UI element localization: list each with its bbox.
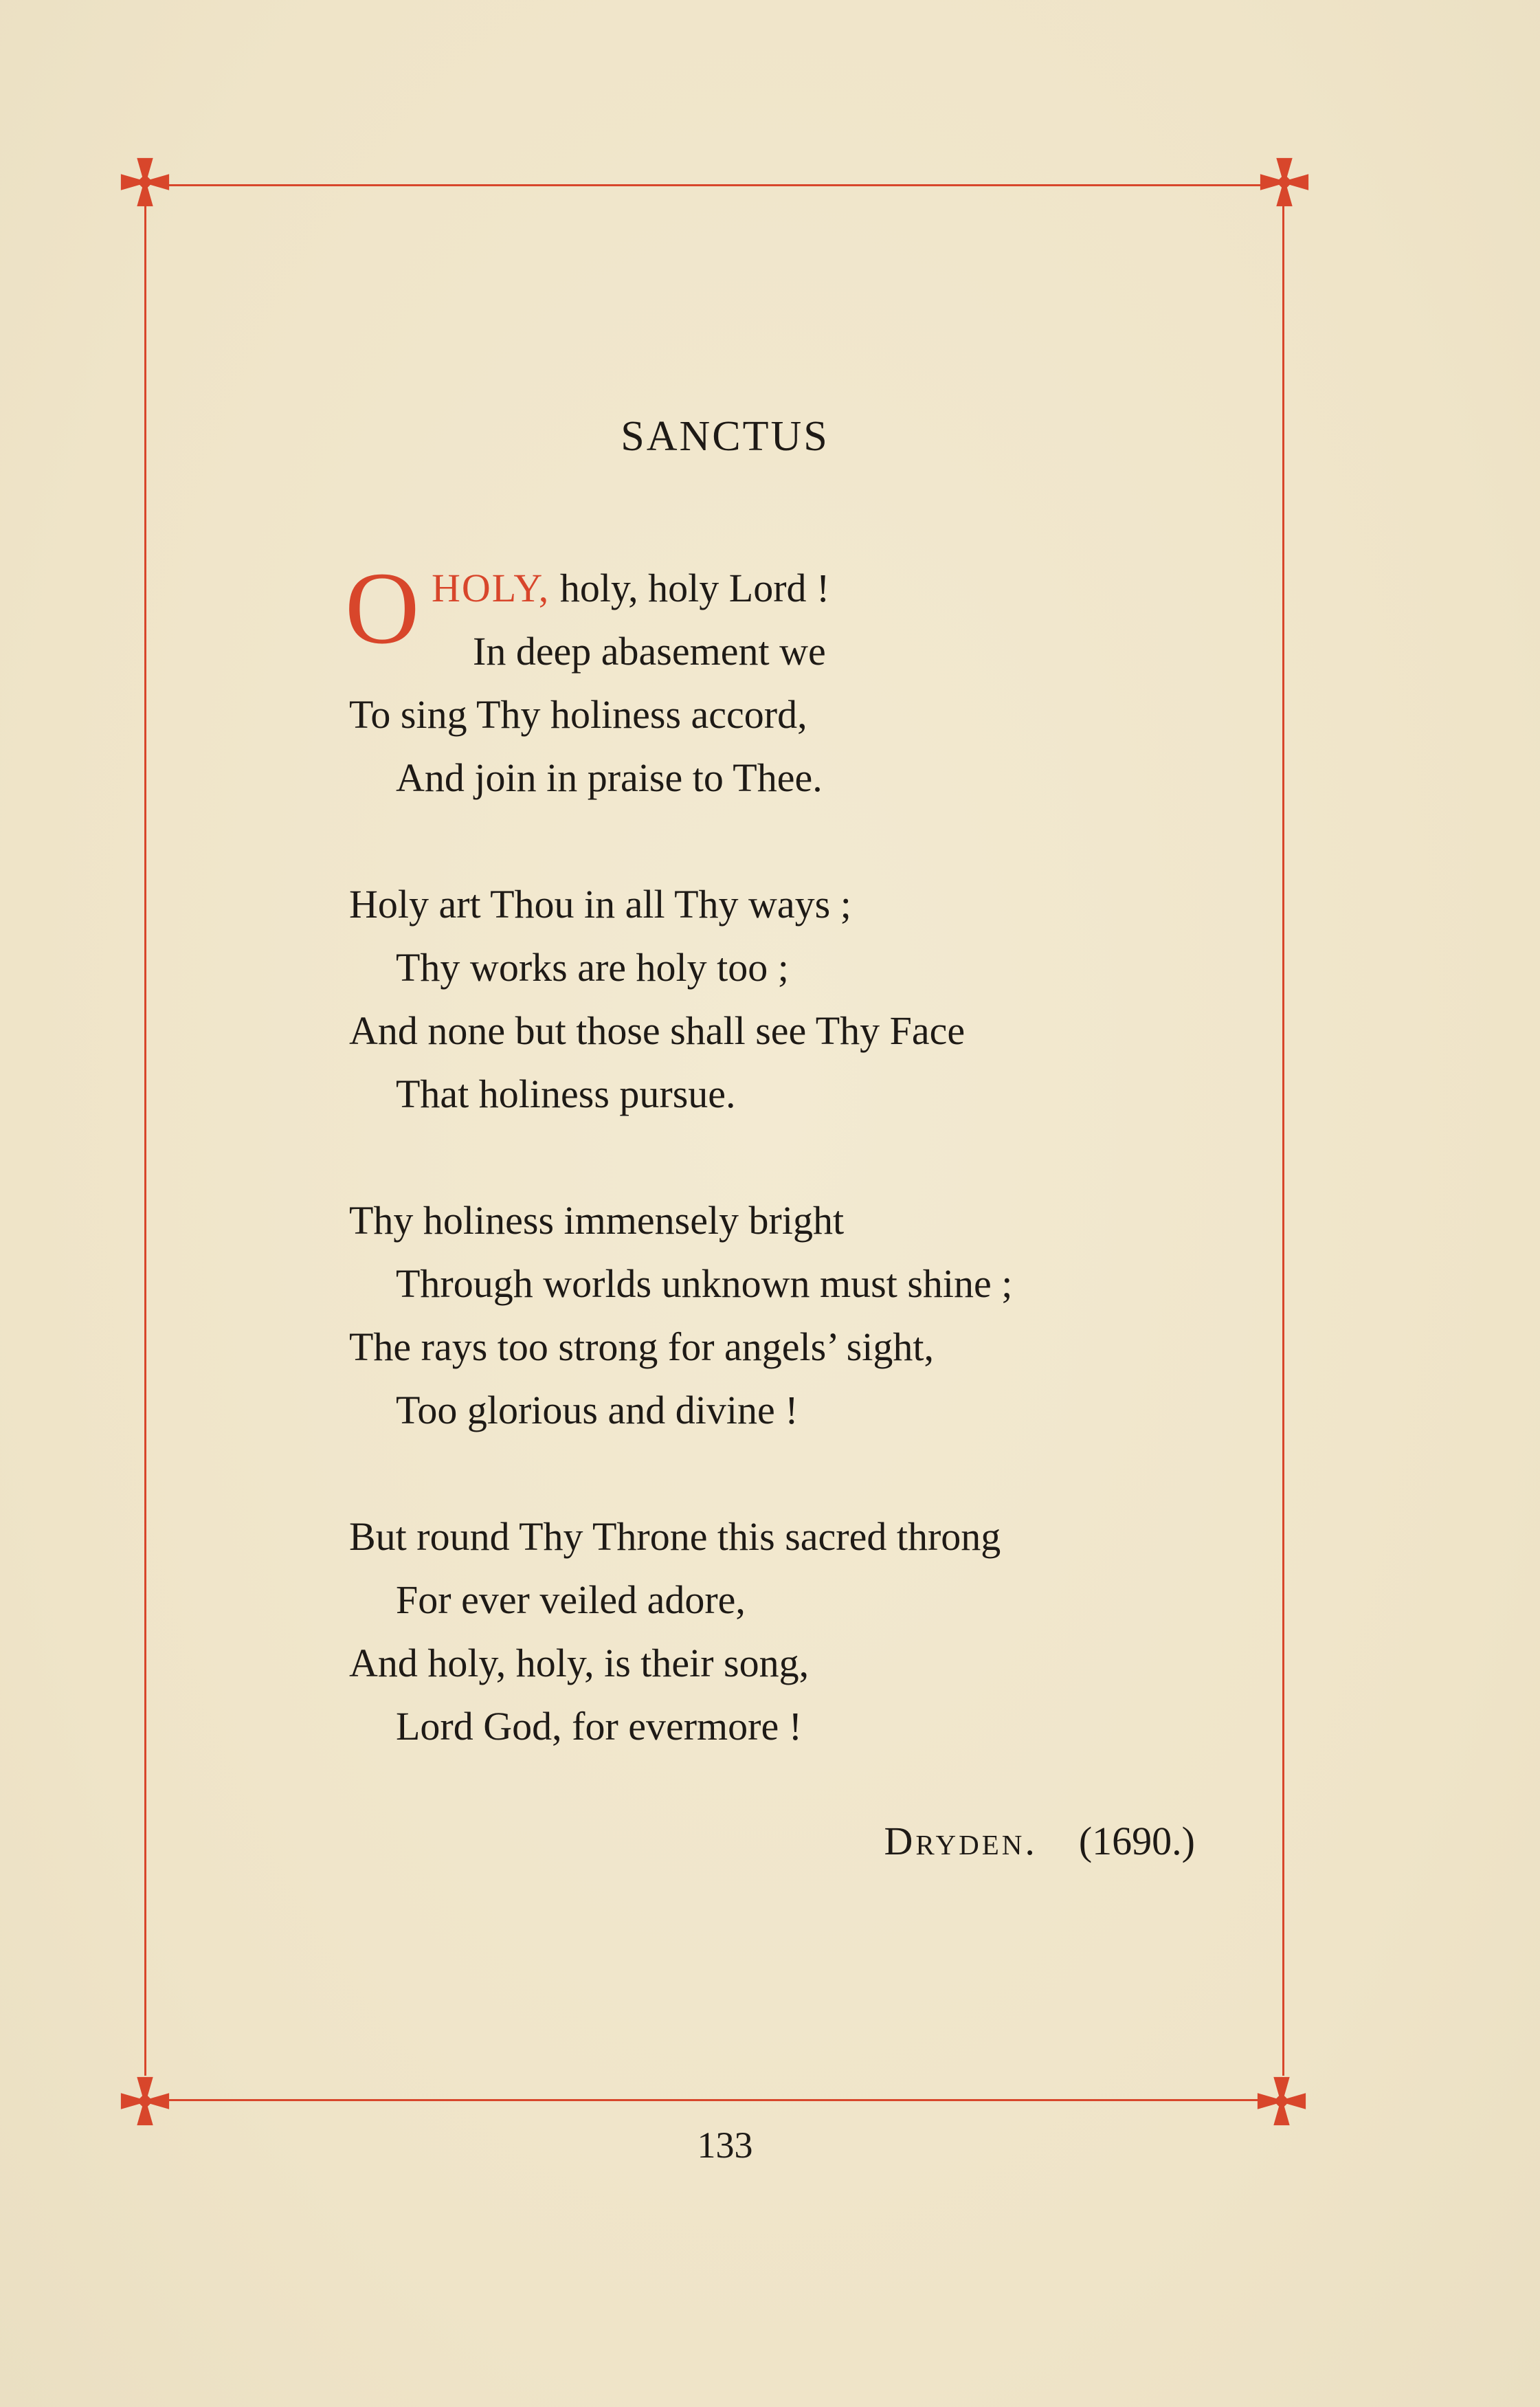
- attribution: [884, 1818, 1195, 1864]
- cross-pattee-icon: [118, 2074, 172, 2128]
- poem-line: The rays too strong for angels’ sight,: [349, 1324, 935, 1369]
- stanza: [349, 873, 1242, 1126]
- poem-line: To sing Thy holiness accord,: [349, 692, 807, 737]
- cross-pattee-icon: [118, 155, 172, 209]
- poem-line: Through worlds unknown must shine ;: [396, 1261, 1013, 1306]
- first-word-caps: HOLY,: [432, 566, 550, 610]
- bottom-border-rule: [158, 2099, 1271, 2101]
- stanza: [349, 1505, 1242, 1758]
- poem-line: But round Thy Throne this sacred throng: [349, 1514, 1001, 1559]
- cross-pattee-icon: [1258, 155, 1311, 209]
- drop-cap: O: [345, 551, 420, 665]
- poem-line: Thy holiness immensely bright: [349, 1198, 845, 1243]
- poem-line: And holy, holy, is their song,: [349, 1641, 810, 1685]
- poem-body: [345, 551, 1242, 1821]
- page-number: 133: [697, 2125, 753, 2166]
- left-border-rule: [144, 206, 146, 2076]
- poem-line: That holiness pursue.: [396, 1072, 736, 1116]
- stanza: [345, 551, 1242, 810]
- poem-line: Too glorious and divine !: [396, 1388, 799, 1432]
- first-line-rest: holy, holy Lord !: [550, 566, 830, 610]
- poem-line: Thy works are holy too ;: [396, 945, 789, 990]
- poem-line: Holy art Thou in all Thy ways ;: [349, 882, 851, 927]
- poem-line: Lord God, for evermore !: [396, 1704, 803, 1749]
- top-border-rule: [158, 184, 1271, 186]
- attribution-year: (1690.): [1078, 1819, 1195, 1863]
- poem-line: In deep abasement we: [473, 629, 826, 674]
- poem-line: And none but those shall see Thy Face: [349, 1008, 966, 1053]
- poem-title: SANCTUS: [621, 413, 829, 460]
- right-border-rule: [1282, 206, 1284, 2076]
- poem-line: And join in praise to Thee.: [396, 755, 823, 800]
- cross-pattee-icon: [1255, 2074, 1308, 2128]
- poem-line: For ever veiled adore,: [396, 1577, 746, 1622]
- author-name: Dryden.: [884, 1819, 1038, 1863]
- stanza: [349, 1189, 1242, 1442]
